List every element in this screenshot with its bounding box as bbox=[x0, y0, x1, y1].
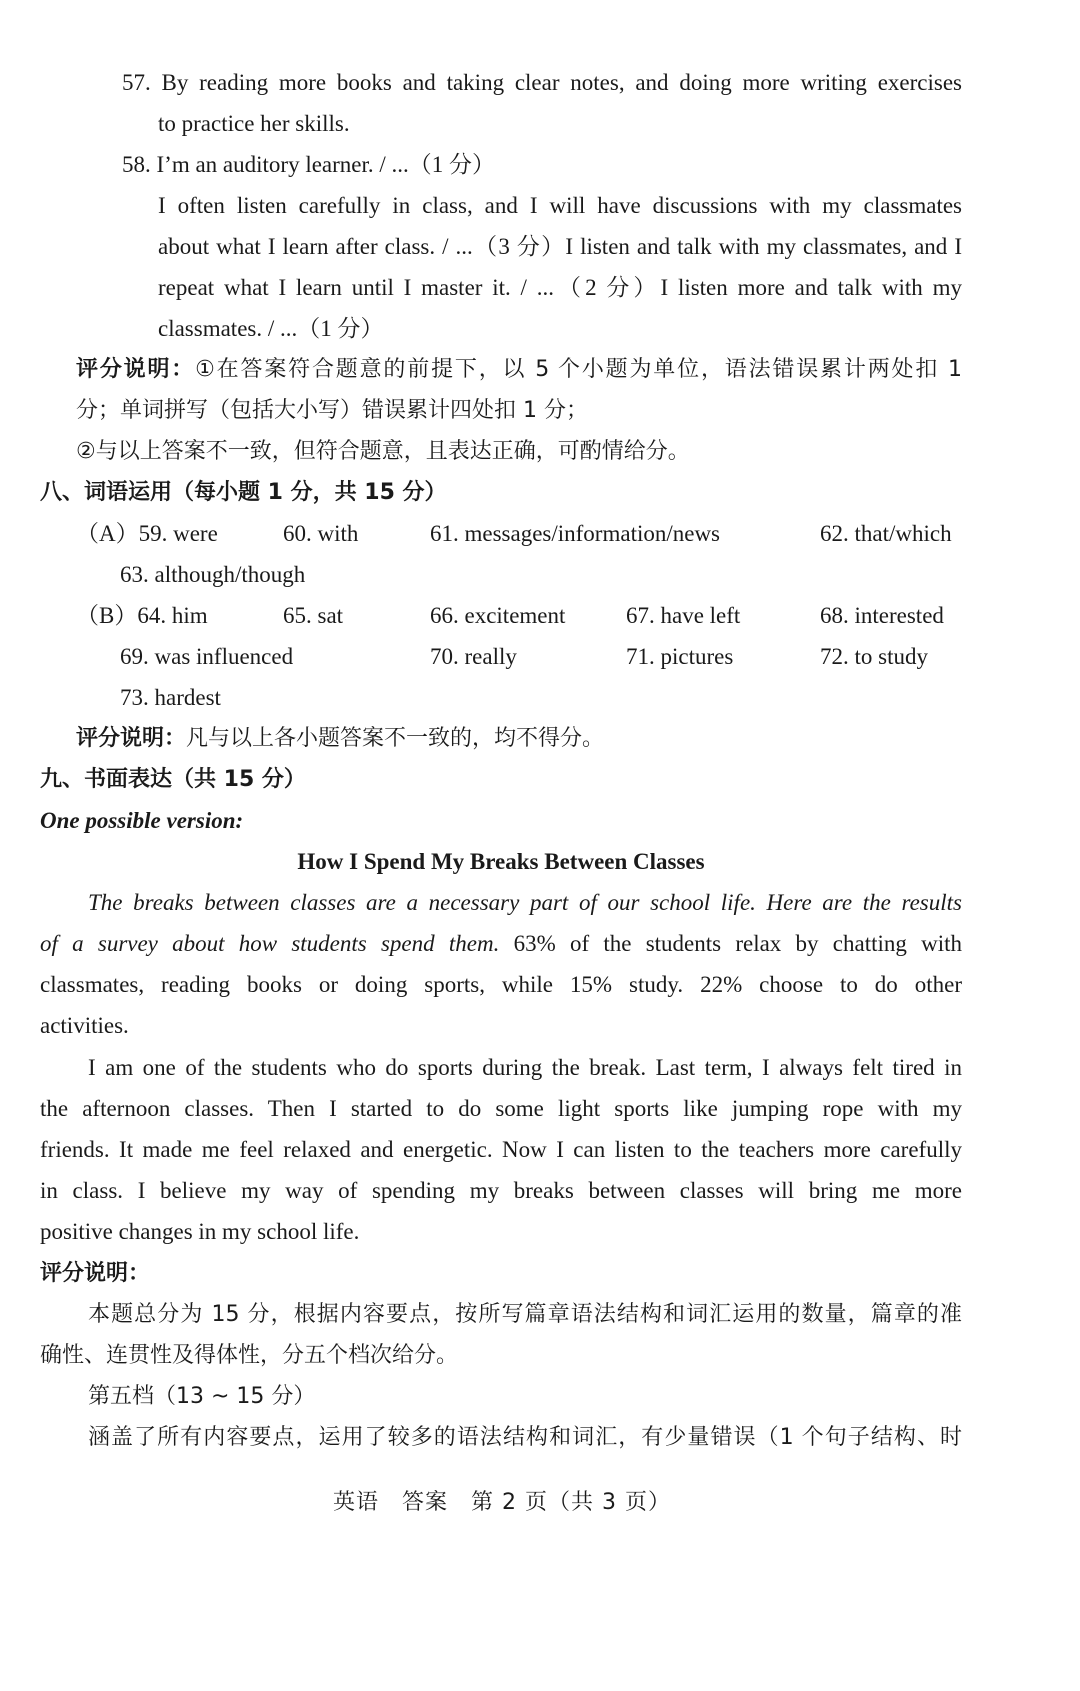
section-8-note-label: 评分说明： bbox=[76, 726, 187, 751]
answer-73: 73. hardest bbox=[120, 685, 221, 710]
scoring-note-label: 评分说明： bbox=[76, 357, 196, 382]
q58-line4: repeat what I learn until I master it. / ...（2 分）I listen more and talk with my bbox=[158, 275, 962, 300]
answer-62: 62. that/which bbox=[820, 521, 952, 546]
answer-61: 61. messages/information/news bbox=[430, 521, 721, 546]
section-8-note bbox=[76, 724, 604, 754]
essay-p1-line4: activities. bbox=[40, 1013, 129, 1038]
scoring-note-1-line2: 分；单词拼写（包括大小写）错误累计四处扣 1 分； bbox=[76, 398, 588, 423]
band-5-line1: 涵盖了所有内容要点，运用了较多的语法结构和词汇，有少量错误（1 个句子结构、时 bbox=[88, 1425, 962, 1450]
q57-line1: 57. By reading more books and taking clear notes, and doing more writing exercises bbox=[122, 70, 962, 95]
answer-70: 70. really bbox=[430, 644, 517, 669]
essay-p1-line2-rest: 63% of the students relax by chatting with bbox=[499, 931, 962, 956]
essay-p1-line1: The breaks between classes are a necessary part of our school life. Here are the results bbox=[88, 890, 962, 915]
section-9-note-line2: 确性、连贯性及得体性，分五个档次给分。 bbox=[40, 1343, 459, 1368]
section-8-note-text: 凡与以上各小题答案不一致的，均不得分。 bbox=[186, 726, 605, 751]
section-8-heading: 八、词语运用（每小题 1 分，共 15 分） bbox=[40, 480, 447, 505]
one-possible-version-label: One possible version: bbox=[40, 808, 244, 833]
answer-60: 60. with bbox=[283, 521, 359, 546]
essay-p1-line2 bbox=[40, 929, 962, 959]
answer-66: 66. excitement bbox=[430, 603, 566, 628]
page-footer: 英语 答案 第 2 页（共 3 页） bbox=[333, 1490, 671, 1515]
answer-67: 67. have left bbox=[626, 603, 741, 628]
essay-p1-line3: classmates, reading books or doing sports, while 15% study. 22% choose to do other bbox=[40, 972, 962, 997]
answer-65: 65. sat bbox=[283, 603, 344, 628]
answer-69: 69. was influenced bbox=[120, 644, 294, 669]
essay-p2-line2: the afternoon classes. Then I started to do some light sports like jumping rope with my bbox=[40, 1096, 962, 1121]
essay-p2-line3: friends. It made me feel relaxed and energetic. Now I can listen to the teachers more carefully bbox=[40, 1137, 962, 1162]
essay-p2-line4: in class. I believe my way of spending my breaks between classes will bring me more bbox=[40, 1178, 962, 1203]
q57-line2: to practice her skills. bbox=[158, 111, 350, 136]
q58-line1: 58. I’m an auditory learner. / ...（1 分） bbox=[122, 152, 496, 177]
q58-line5: classmates. / ...（1 分） bbox=[158, 316, 384, 341]
essay-title: How I Spend My Breaks Between Classes bbox=[297, 849, 705, 874]
answer-63: 63. although/though bbox=[120, 562, 306, 587]
essay-p2-line1: I am one of the students who do sports during the break. Last term, I always felt tired in bbox=[88, 1055, 962, 1080]
section-9-note-label: 评分说明： bbox=[40, 1261, 151, 1286]
band-5-title: 第五档（13 ~ 15 分） bbox=[88, 1384, 316, 1409]
answer-72: 72. to study bbox=[820, 644, 928, 669]
essay-p1-line2-italic: of a survey about how students spend them. bbox=[40, 931, 500, 956]
section-9-heading: 九、书面表达（共 15 分） bbox=[40, 767, 306, 792]
answer-64: （B）64. him bbox=[76, 603, 208, 628]
scoring-note-1-line1 bbox=[76, 355, 962, 385]
q58-line3: about what I learn after class. / ...（3 分）I listen and talk with my classmates, and I bbox=[158, 234, 962, 259]
answer-71: 71. pictures bbox=[626, 644, 734, 669]
section-9-note-line1: 本题总分为 15 分，根据内容要点，按所写篇章语法结构和词汇运用的数量，篇章的准 bbox=[88, 1302, 962, 1327]
essay-p2-line5: positive changes in my school life. bbox=[40, 1219, 360, 1244]
q58-line2: I often listen carefully in class, and I will have discussions with my classmates bbox=[158, 193, 962, 218]
scoring-note-1-text: ①在答案符合题意的前提下，以 5 个小题为单位，语法错误累计两处扣 1 bbox=[195, 357, 962, 382]
answer-68: 68. interested bbox=[820, 603, 944, 628]
scoring-note-1-line3: ②与以上答案不一致，但符合题意，且表达正确，可酌情给分。 bbox=[76, 439, 690, 464]
answer-59: （A）59. were bbox=[76, 521, 218, 546]
